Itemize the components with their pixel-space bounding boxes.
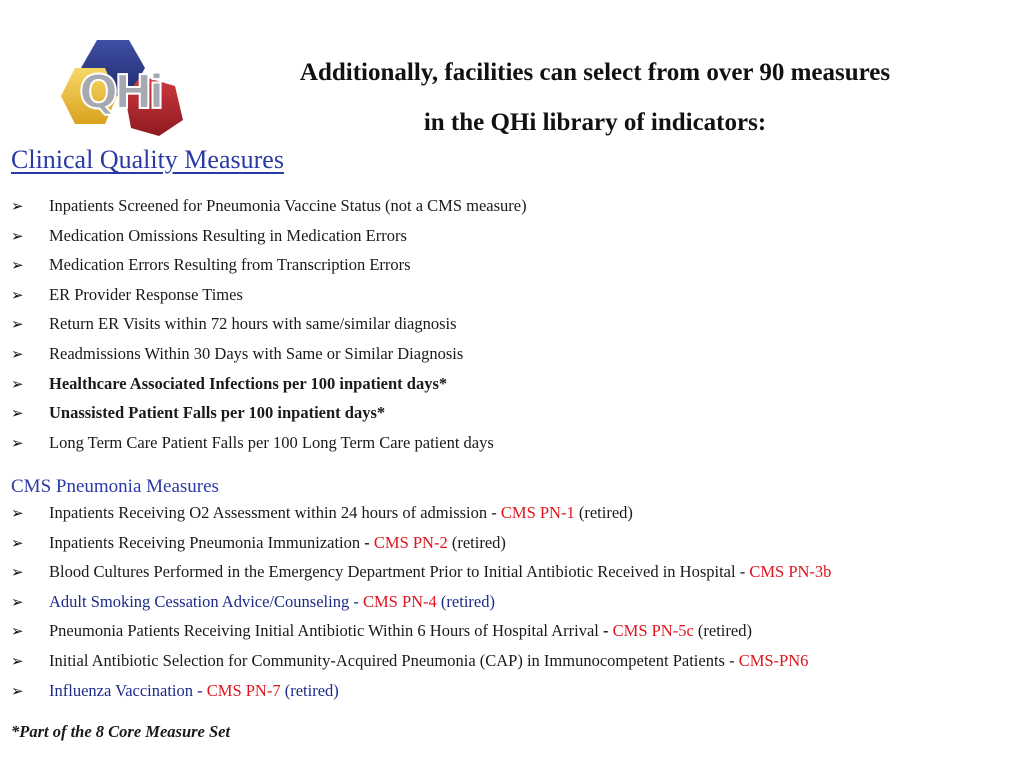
arrow-bullet-icon: ➢ xyxy=(11,533,24,552)
arrow-bullet-icon: ➢ xyxy=(11,651,24,670)
heading-line-1: Additionally, facilities can select from over 90 measures xyxy=(299,59,891,86)
logo-text: QHi xyxy=(79,65,161,119)
measure-text: Pneumonia Patients Receiving Initial Antibiotic Within 6 Hours of Hospital Arrival xyxy=(49,621,599,641)
list-item xyxy=(0,680,831,710)
separator: - xyxy=(349,591,363,611)
clinical-section-title: Clinical Quality Measures xyxy=(11,145,284,174)
cms-measures-list xyxy=(0,502,831,709)
measure-text: Medication Errors Resulting from Transcription Errors xyxy=(49,255,411,275)
separator: - xyxy=(598,621,613,641)
list-item xyxy=(0,195,527,225)
measure-text: Inpatients Receiving O2 Assessment within 24 hours of admission xyxy=(49,503,488,522)
heading-line-2: in the QHi library of indicators: xyxy=(423,109,767,136)
measure-text: Return ER Visits within 72 hours with same/similar diagnosis xyxy=(49,314,457,334)
measure-text-core: Unassisted Patient Falls per 100 inpatient days* xyxy=(49,403,386,423)
slide-heading xyxy=(230,48,960,148)
list-item xyxy=(0,591,831,621)
arrow-bullet-icon: ➢ xyxy=(11,226,24,245)
arrow-bullet-icon: ➢ xyxy=(11,504,24,522)
arrow-bullet-icon: ➢ xyxy=(11,344,24,363)
cms-code: CMS-PN6 xyxy=(738,650,809,670)
measure-status: (retired) xyxy=(280,680,339,700)
measure-text: Adult Smoking Cessation Advice/Counseling xyxy=(49,591,350,611)
list-item xyxy=(0,620,831,650)
arrow-bullet-icon: ➢ xyxy=(11,433,24,452)
arrow-bullet-icon: ➢ xyxy=(11,315,24,334)
measure-text: Inpatients Screened for Pneumonia Vaccine Status (not a CMS measure) xyxy=(49,196,527,215)
cms-code: CMS PN-4 xyxy=(362,591,437,611)
list-item xyxy=(0,343,527,373)
cms-code: CMS PN-2 xyxy=(373,532,448,552)
measure-text: ER Provider Response Times xyxy=(49,284,243,304)
measure-text: Influenza Vaccination xyxy=(49,680,194,700)
measure-text: Long Term Care Patient Falls per 100 Long Term Care patient days xyxy=(49,432,494,452)
arrow-bullet-icon: ➢ xyxy=(11,681,24,700)
measure-status: (retired) xyxy=(447,532,506,552)
cms-code: CMS PN-1 xyxy=(500,503,575,522)
arrow-bullet-icon: ➢ xyxy=(11,622,24,641)
separator: - xyxy=(360,532,374,552)
measure-text: Readmissions Within 30 Days with Same or Similar Diagnosis xyxy=(49,343,464,363)
list-item xyxy=(0,432,527,462)
measure-text: Blood Cultures Performed in the Emergency Department Prior to Initial Antibiotic Received in Hospital xyxy=(49,562,736,582)
measure-text-core: Healthcare Associated Infections per 100 inpatient days* xyxy=(49,373,448,393)
arrow-bullet-icon: ➢ xyxy=(11,374,24,393)
list-item xyxy=(0,373,527,403)
separator: - xyxy=(735,562,750,582)
measure-text: Medication Omissions Resulting in Medication Errors xyxy=(49,225,407,245)
measure-status: (retired) xyxy=(436,591,495,611)
list-item xyxy=(0,502,831,532)
arrow-bullet-icon: ➢ xyxy=(11,197,24,215)
measure-status: (retired) xyxy=(693,621,752,641)
list-item xyxy=(0,284,527,314)
arrow-bullet-icon: ➢ xyxy=(11,256,24,275)
measure-status: (retired) xyxy=(574,503,633,522)
list-item xyxy=(0,532,831,562)
list-item xyxy=(0,561,831,591)
cms-code: CMS PN-7 xyxy=(206,680,281,700)
list-item xyxy=(0,254,527,284)
arrow-bullet-icon: ➢ xyxy=(11,563,24,582)
list-item xyxy=(0,402,527,432)
separator: - xyxy=(724,650,739,670)
list-item xyxy=(0,313,527,343)
separator: - xyxy=(487,503,501,522)
arrow-bullet-icon: ➢ xyxy=(11,285,24,304)
qhi-logo-graphic xyxy=(55,38,187,136)
separator: - xyxy=(193,680,207,700)
arrow-bullet-icon: ➢ xyxy=(11,404,24,423)
list-item xyxy=(0,650,831,680)
footnote: *Part of the 8 Core Measure Set xyxy=(11,722,231,741)
cms-code: CMS PN-3b xyxy=(749,562,832,582)
qhi-logo xyxy=(55,38,187,136)
cms-section-title: CMS Pneumonia Measures xyxy=(11,476,219,497)
measure-text: Initial Antibiotic Selection for Community-Acquired Pneumonia (CAP) in Immunocompetent Patients xyxy=(49,650,725,670)
cms-code: CMS PN-5c xyxy=(612,621,694,641)
measure-text: Inpatients Receiving Pneumonia Immunization xyxy=(49,532,361,552)
clinical-measures-list xyxy=(0,195,527,461)
list-item xyxy=(0,225,527,255)
arrow-bullet-icon: ➢ xyxy=(11,592,24,611)
